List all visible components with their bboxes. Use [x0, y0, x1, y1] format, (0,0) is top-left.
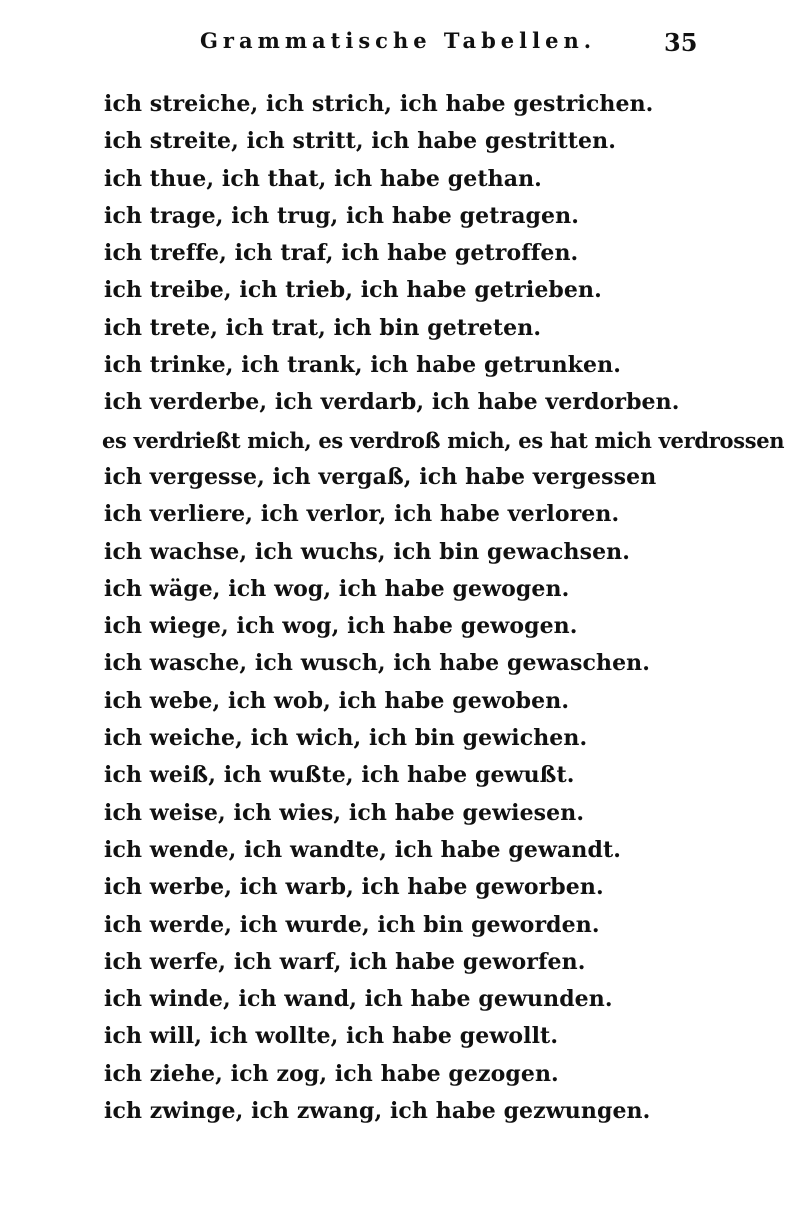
verb-line: ich winde, ich wand, ich habe gewunden.: [104, 986, 613, 1013]
verb-line: ich verderbe, ich verdarb, ich habe verdorben.: [104, 389, 680, 416]
verb-line: ich wiege, ich wog, ich habe gewogen.: [104, 613, 578, 640]
verb-conjugation-list: [102, 86, 785, 1130]
verb-line: ich trinke, ich trank, ich habe getrunken.: [104, 352, 621, 379]
verb-line: ich weiche, ich wich, ich bin gewichen.: [104, 725, 588, 752]
verb-line: ich thue, ich that, ich habe gethan.: [104, 165, 542, 192]
verb-line: ich werde, ich wurde, ich bin geworden.: [104, 911, 600, 938]
verb-line: ich weiß, ich wußte, ich habe gewußt.: [104, 762, 575, 789]
verb-line: ich zwinge, ich zwang, ich habe gezwungen.: [104, 1098, 651, 1125]
verb-line: ich ziehe, ich zog, ich habe gezogen.: [104, 1060, 559, 1087]
verb-line: ich streiche, ich strich, ich habe gestrichen.: [104, 91, 654, 117]
verb-line: ich verliere, ich verlor, ich habe verloren.: [104, 501, 620, 528]
verb-line: ich trage, ich trug, ich habe getragen.: [104, 202, 579, 229]
page-number: 35: [664, 28, 698, 57]
verb-line: ich weise, ich wies, ich habe gewiesen.: [104, 799, 585, 826]
verb-line: ich werfe, ich warf, ich habe geworfen.: [104, 948, 586, 975]
verb-line: ich vergesse, ich vergaß, ich habe vergessen: [104, 463, 657, 490]
verb-line: ich trete, ich trat, ich bin getreten.: [104, 314, 542, 341]
verb-line: es verdrießt mich, es verdroß mich, es hat mich verdrossen: [102, 427, 785, 453]
verb-line: ich streite, ich stritt, ich habe gestritten.: [104, 128, 616, 155]
running-head: [0, 28, 793, 64]
verb-line: ich webe, ich wob, ich habe gewoben.: [104, 687, 570, 714]
verb-line: ich wäge, ich wog, ich habe gewogen.: [104, 575, 570, 602]
verb-line: ich treibe, ich trieb, ich habe getrieben.: [104, 277, 602, 304]
running-title: Grammatische Tabellen.: [200, 28, 597, 53]
verb-line: ich werbe, ich warb, ich habe geworben.: [104, 874, 604, 901]
verb-line: ich treffe, ich traf, ich habe getroffen.: [104, 240, 579, 267]
verb-line: ich will, ich wollte, ich habe gewollt.: [104, 1023, 559, 1050]
verb-line: ich wende, ich wandte, ich habe gewandt.: [104, 836, 621, 863]
verb-line: ich wachse, ich wuchs, ich bin gewachsen.: [104, 538, 631, 565]
verb-line: ich wasche, ich wusch, ich habe gewaschen.: [104, 650, 651, 677]
